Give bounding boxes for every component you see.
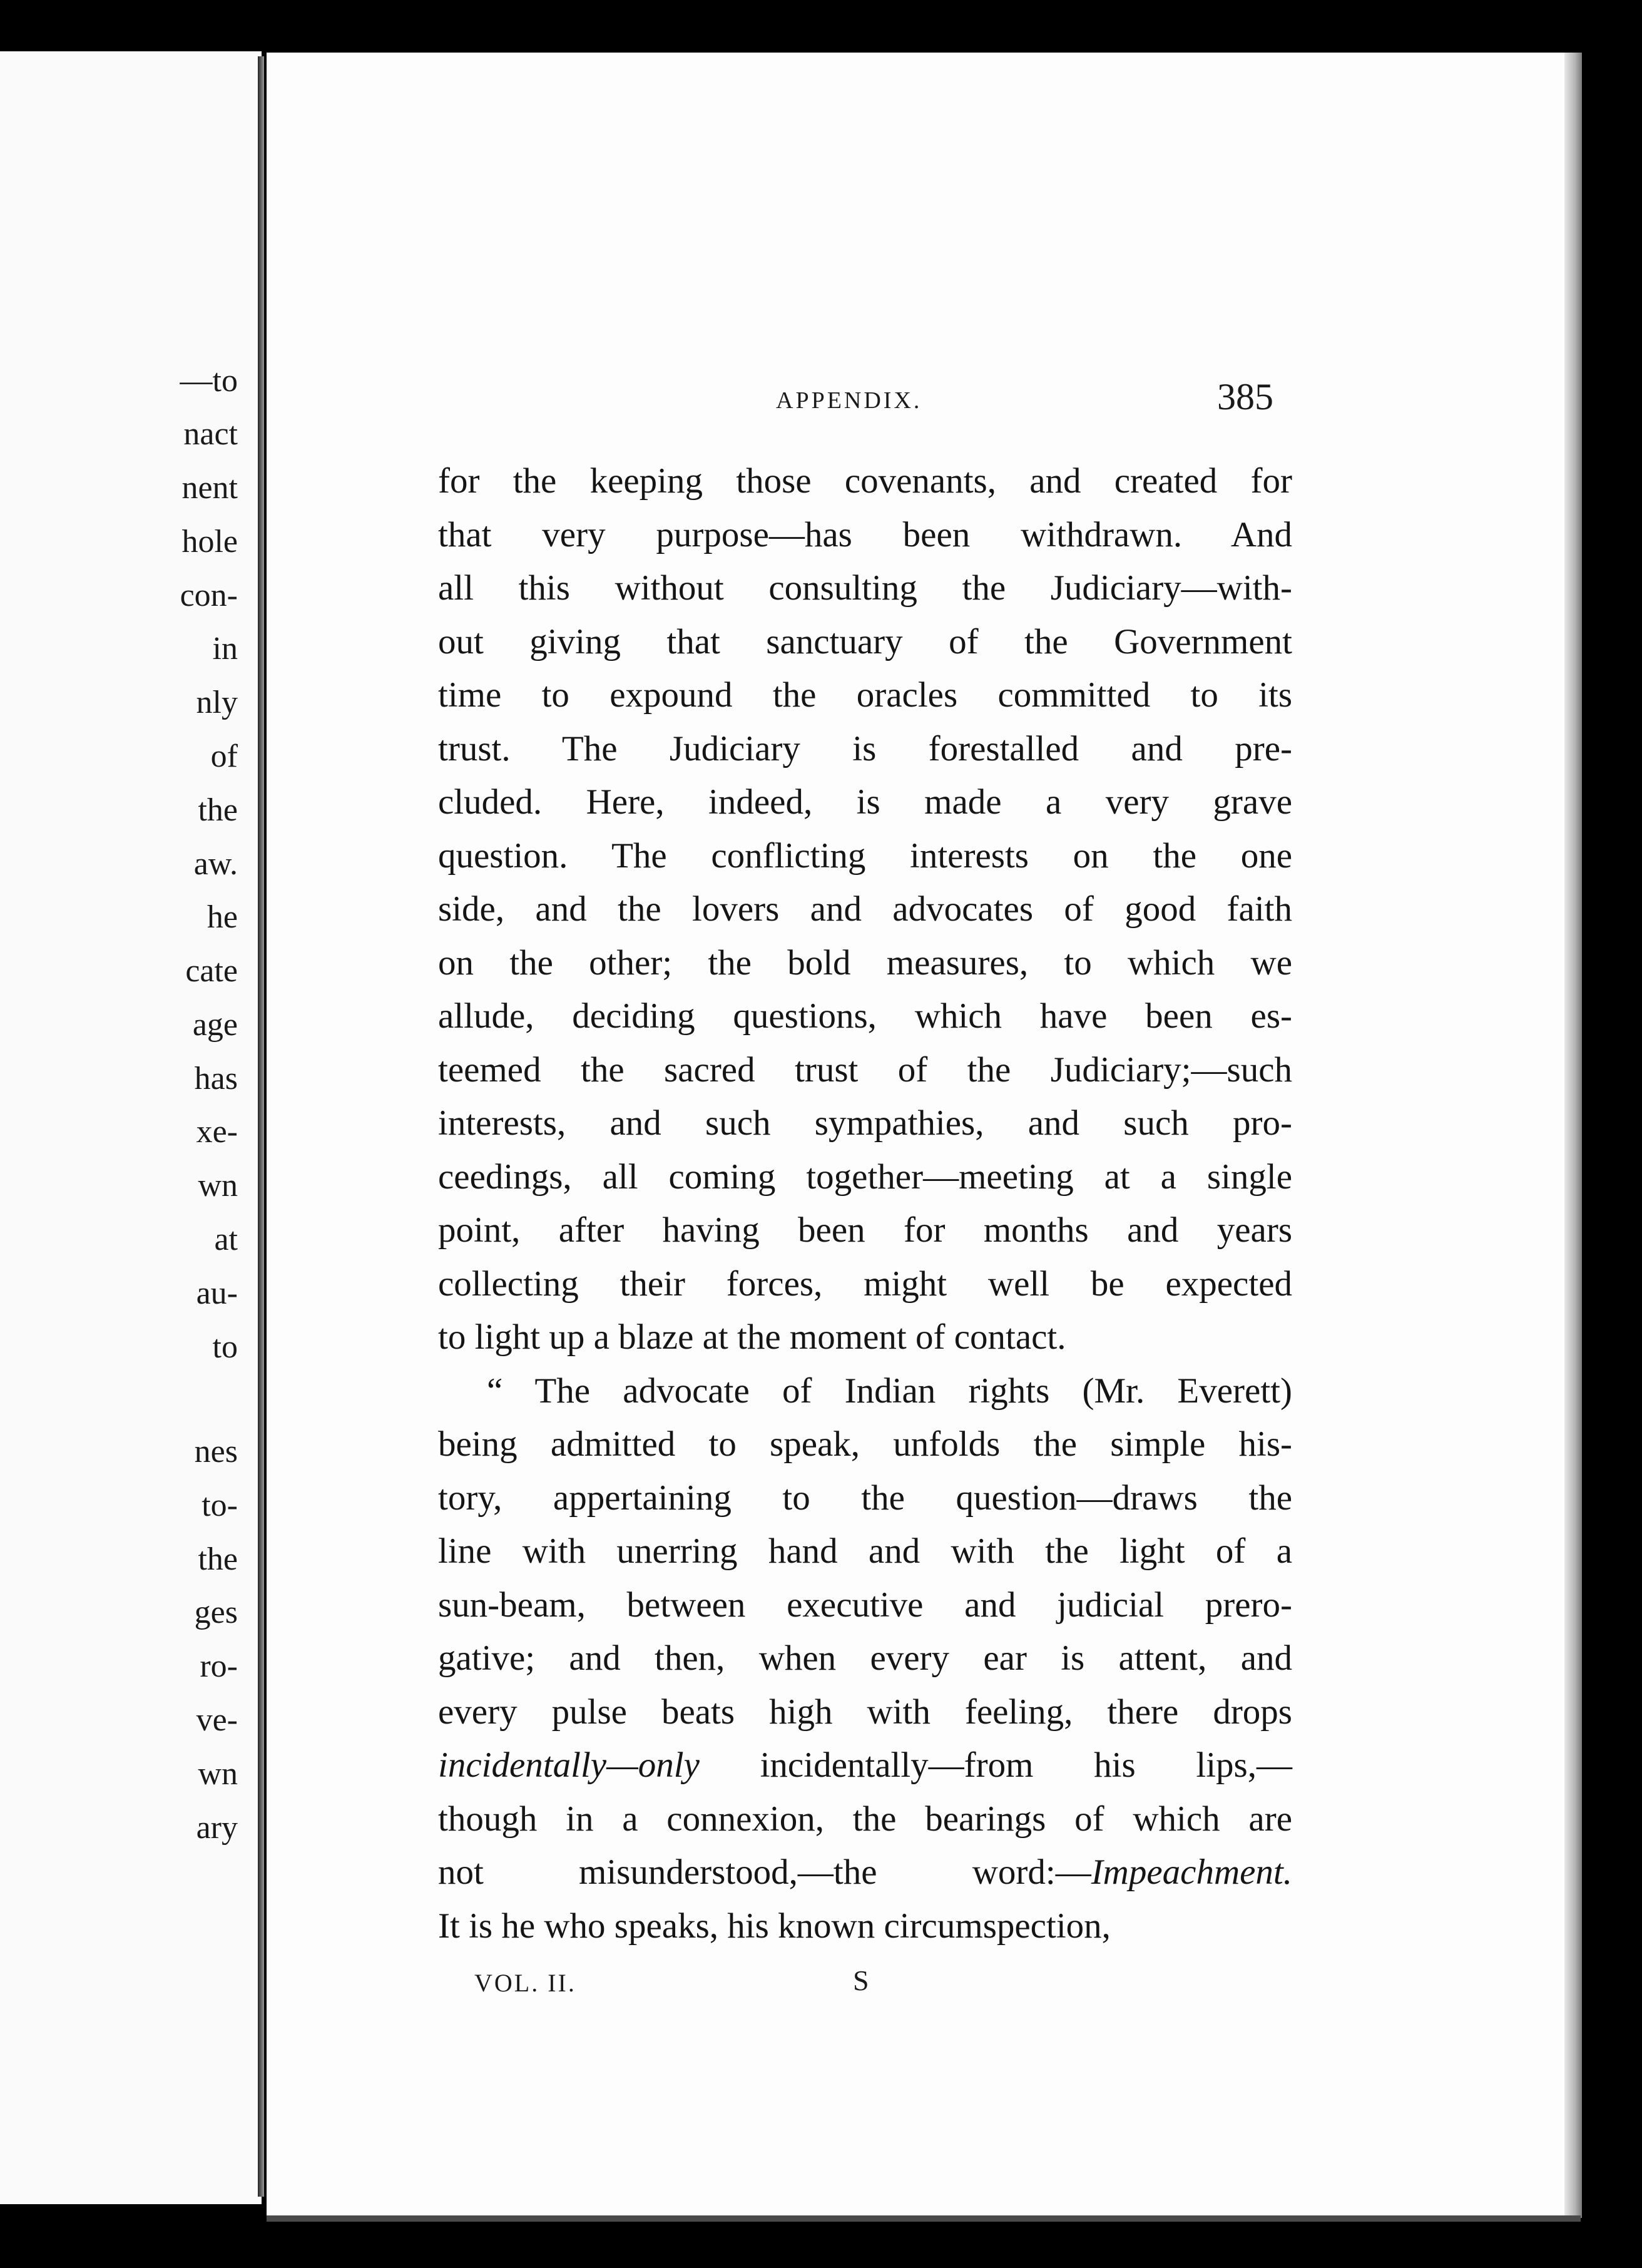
left-page-fragment: to — [212, 1329, 238, 1365]
text-line: for the keeping those covenants, and created for — [438, 461, 1292, 501]
left-page-fragment: con- — [180, 578, 238, 613]
text-line: “ The advocate of Indian rights (Mr. Everett) — [487, 1371, 1292, 1411]
text-line: on the other; the bold measures, to which we — [438, 942, 1292, 983]
text-line: every pulse beats high with feeling, there drops — [438, 1692, 1292, 1732]
page-edge — [1564, 53, 1582, 2218]
left-page-fragment: the — [198, 1541, 238, 1577]
text-line: ceedings, all coming together—meeting at a single — [438, 1157, 1292, 1197]
left-page-fragment: wn — [198, 1756, 238, 1792]
italic-run: incidentally—only — [438, 1745, 700, 1785]
text-line — [438, 1739, 1292, 1792]
left-page-fragment: ve- — [196, 1702, 238, 1738]
left-page-fragment: cate — [185, 953, 238, 989]
text-run: not misunderstood,—the word:— — [438, 1852, 1091, 1892]
left-page-fragment: of — [210, 738, 238, 774]
text-line — [438, 1846, 1292, 1899]
text-line: collecting their forces, might well be expected — [438, 1264, 1292, 1304]
text-line: though in a connexion, the bearings of which are — [438, 1799, 1292, 1839]
text-line: question. The conflicting interests on the one — [438, 835, 1292, 876]
left-page-fragment: has — [194, 1061, 238, 1096]
gutter-shadow — [258, 56, 264, 2197]
left-page-fragment: wn — [198, 1168, 238, 1203]
signature-mark: S — [853, 1964, 869, 1996]
text-line: trust. The Judiciary is forestalled and pre- — [438, 728, 1292, 769]
left-page-fragment: to- — [201, 1488, 238, 1523]
left-page-fragment: au- — [196, 1275, 238, 1311]
left-page-fragment: aw. — [193, 846, 238, 882]
text-line: gative; and then, when every ear is attent, and — [438, 1638, 1292, 1678]
text-line: interests, and such sympathies, and such pro- — [438, 1103, 1292, 1143]
left-page-fragment: nly — [196, 685, 238, 720]
page-number: 385 — [1217, 376, 1273, 417]
text-line: side, and the lovers and advocates of good faith — [438, 889, 1292, 929]
left-page-fragment: xe- — [196, 1114, 238, 1150]
left-page — [0, 51, 262, 2204]
text-line: tory, appertaining to the question—draws the — [438, 1478, 1292, 1518]
left-page-fragment: age — [192, 1007, 238, 1043]
left-page-fragment: ro- — [200, 1648, 238, 1684]
left-page-fragment: the — [198, 792, 238, 828]
text-line: line with unerring hand and with the light of a — [438, 1531, 1292, 1571]
left-page-fragment: ary — [196, 1810, 238, 1846]
left-page-fragment: nent — [181, 470, 238, 506]
volume-signature: VOL. II. — [474, 1969, 576, 1997]
italic-run: Impeachment. — [1091, 1852, 1292, 1892]
text-line: being admitted to speak, unfolds the simple his- — [438, 1424, 1292, 1464]
left-page-fragment: —to — [180, 363, 238, 399]
text-line: teemed the sacred trust of the Judiciary;—such — [438, 1050, 1292, 1090]
left-page-fragment: in — [212, 631, 238, 667]
body-text — [438, 454, 1292, 1953]
text-line: that very purpose—has been withdrawn. And — [438, 514, 1292, 554]
text-run: incidentally—from his lips,— — [699, 1745, 1292, 1785]
left-page-fragment: at — [214, 1222, 238, 1257]
text-line: allude, deciding questions, which have been es- — [438, 996, 1292, 1036]
running-head: APPENDIX. — [776, 387, 922, 414]
left-page-fragment: ges — [194, 1595, 238, 1630]
page-bottom-edge — [267, 2215, 1581, 2222]
left-page-fragment: nact — [183, 416, 238, 452]
left-page-fragment: nes — [194, 1434, 238, 1469]
text-line: point, after having been for months and years — [438, 1210, 1292, 1250]
text-line: time to expound the oracles committed to its — [438, 675, 1292, 715]
text-line: cluded. Here, indeed, is made a very grave — [438, 782, 1292, 822]
left-page-fragment: he — [207, 899, 238, 935]
left-page-fragment: hole — [181, 524, 238, 559]
text-line: It is he who speaks, his known circumspection, — [438, 1906, 1111, 1946]
text-line: sun-beam, between executive and judicial prero- — [438, 1585, 1292, 1625]
text-line: out giving that sanctuary of the Government — [438, 621, 1292, 662]
text-line: all this without consulting the Judiciary—with- — [438, 568, 1292, 608]
text-line: to light up a blaze at the moment of contact. — [438, 1317, 1066, 1357]
